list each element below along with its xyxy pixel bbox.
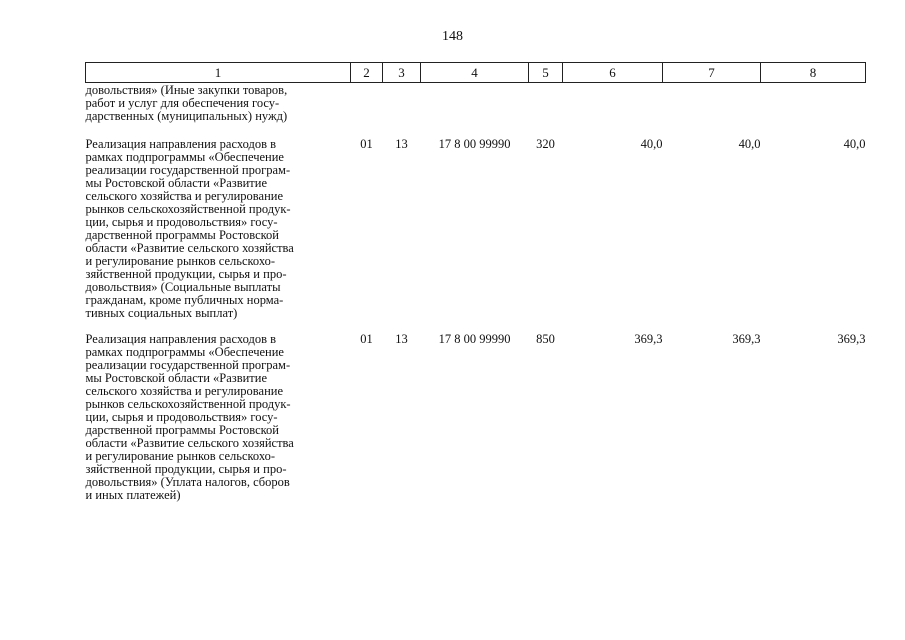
desc-line: дарственной программы Ростовской	[85, 423, 279, 437]
desc-line: реализации государственной програм-	[85, 358, 291, 372]
desc-line: рамках подпрограммы «Обеспечение	[85, 150, 284, 164]
desc-line: работ и услуг для обеспечения госу-	[85, 96, 280, 110]
desc-line: рынков сельскохозяйственной продук-	[85, 202, 291, 216]
header-row	[86, 63, 866, 83]
cell-subsection: 13	[395, 137, 408, 151]
desc-line: мы Ростовской области «Развитие	[85, 371, 268, 385]
desc-line: сельского хозяйства и регулирование	[85, 189, 284, 203]
cell-subsection	[383, 83, 421, 138]
header-col-2: 2	[351, 63, 383, 83]
desc-line: довольствия» (Социальные выплаты	[85, 280, 281, 294]
page-number: 148	[442, 29, 463, 44]
header-col-6: 6	[563, 63, 663, 83]
budget-table	[85, 62, 866, 514]
header-col-3: 3	[383, 63, 421, 83]
desc-line: рынков сельскохозяйственной продук-	[85, 397, 291, 411]
desc-line: и иных платежей)	[85, 488, 181, 502]
cell-target-article	[421, 83, 529, 138]
desc-line: довольствия» (Уплата налогов, сборов	[85, 475, 290, 489]
desc-line: дарственной программы Ростовской	[85, 228, 279, 242]
cell-expense-type: 850	[536, 332, 555, 346]
header-col-1: 1	[86, 63, 351, 83]
desc-line: дарственных (муниципальных) нужд)	[85, 109, 288, 123]
cell-amount-3	[761, 83, 866, 138]
desc-line: зяйственной продукции, сырья и про-	[85, 462, 287, 476]
table-row	[86, 332, 866, 514]
cell-amount-1: 40,0	[640, 137, 663, 151]
desc-line: ции, сырья и продовольствия» госу-	[85, 410, 278, 424]
cell-amount-2: 369,3	[732, 332, 761, 346]
desc-line: области «Развитие сельского хозяйства	[85, 436, 294, 450]
desc-line: области «Развитие сельского хозяйства	[85, 241, 294, 255]
cell-section: 01	[360, 332, 373, 346]
table-row	[86, 137, 866, 332]
header-col-7: 7	[663, 63, 761, 83]
desc-line: Реализация направления расходов в	[85, 332, 277, 346]
desc-line: реализации государственной програм-	[85, 163, 291, 177]
cell-amount-3: 40,0	[843, 137, 866, 151]
cell-amount-2: 40,0	[738, 137, 761, 151]
desc-line: Реализация направления расходов в	[85, 137, 277, 151]
header-col-5: 5	[529, 63, 563, 83]
desc-line: гражданам, кроме публичных норма-	[85, 293, 284, 307]
desc-line: мы Ростовской области «Развитие	[85, 176, 268, 190]
row-description	[86, 137, 351, 332]
cell-amount-1: 369,3	[634, 332, 663, 346]
desc-line: рамках подпрограммы «Обеспечение	[85, 345, 284, 359]
cell-target-article: 17 8 00 99990	[438, 332, 511, 346]
cell-amount-2	[663, 83, 761, 138]
desc-line: и регулирование рынков сельскохо-	[85, 254, 276, 268]
desc-line: и регулирование рынков сельскохо-	[85, 449, 276, 463]
header-col-4: 4	[421, 63, 529, 83]
table-row	[86, 83, 866, 138]
cell-section	[351, 83, 383, 138]
cell-target-article: 17 8 00 99990	[438, 137, 511, 151]
row-description	[86, 332, 351, 514]
desc-line: сельского хозяйства и регулирование	[85, 384, 284, 398]
desc-line: зяйственной продукции, сырья и про-	[85, 267, 287, 281]
desc-line: ции, сырья и продовольствия» госу-	[85, 215, 278, 229]
cell-subsection: 13	[395, 332, 408, 346]
header-col-8: 8	[761, 63, 866, 83]
cell-amount-1	[563, 83, 663, 138]
cell-section: 01	[360, 137, 373, 151]
cell-expense-type: 320	[536, 137, 555, 151]
desc-line: тивных социальных выплат)	[85, 306, 238, 320]
cell-amount-3: 369,3	[837, 332, 866, 346]
cell-expense-type	[529, 83, 563, 138]
desc-line: довольствия» (Иные закупки товаров,	[85, 83, 288, 97]
row-description	[86, 83, 351, 138]
